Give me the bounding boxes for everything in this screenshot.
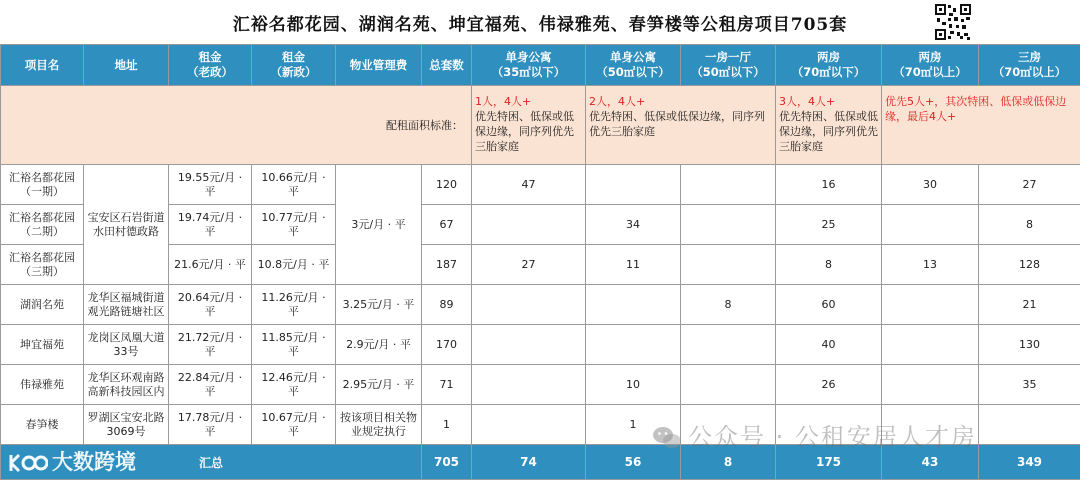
header-single35-line1: 单身公寓: [505, 50, 552, 64]
header-rent-old: [169, 45, 252, 86]
cell-single35: [472, 405, 586, 445]
cell-three-bed: 35: [979, 365, 1080, 405]
header-row: [1, 45, 1080, 86]
header-total-units: 总套数: [422, 45, 472, 86]
cell-single50: 1: [586, 405, 681, 445]
cell-project: 伟禄雅苑: [1, 365, 84, 405]
cell-rent-old: 21.6元/月 · 平: [169, 245, 252, 285]
cell-three-bed: 130: [979, 325, 1080, 365]
totals-one-bed: 8: [681, 445, 776, 480]
header-three-bed-line1: 三房: [1018, 50, 1041, 64]
cell-rent-old: 22.84元/月 · 平: [169, 365, 252, 405]
cell-rent-new: 12.46元/月 · 平: [252, 365, 336, 405]
cell-two-bed70: 8: [776, 245, 882, 285]
header-two-bed70plus-line1: 两房: [918, 50, 942, 64]
cell-rent-old: 19.55元/月 · 平: [169, 165, 252, 205]
cell-single50: [586, 285, 681, 325]
standard-single50-red: 2人，4人+: [589, 95, 646, 108]
standard-two-bed70-red: 3人，4人+: [779, 95, 836, 108]
cell-mgmt-fee: 3.25元/月 · 平: [336, 285, 422, 325]
cell-one-bed: [681, 245, 776, 285]
cell-single35: [472, 325, 586, 365]
cell-single50: [586, 325, 681, 365]
cell-project: 坤宜福苑: [1, 325, 84, 365]
cell-address: 罗湖区宝安北路3069号: [84, 405, 169, 445]
header-single50-line1: 单身公寓: [610, 50, 656, 64]
cell-rent-new: 10.66元/月 · 平: [252, 165, 336, 205]
cell-rent-new: 11.26元/月 · 平: [252, 285, 336, 325]
standard-single50-text: 优先特困、低保或低保边缘，同序列优先三胎家庭: [589, 110, 765, 138]
cell-three-bed: 128: [979, 245, 1080, 285]
header-project: 项目名: [1, 45, 84, 86]
cell-one-bed: 8: [681, 285, 776, 325]
cell-single50: 10: [586, 365, 681, 405]
table-row: [1, 365, 1080, 405]
cell-address: 宝安区石岩街道水田村德政路: [84, 165, 169, 285]
cell-two-bed70plus: 13: [882, 245, 979, 285]
header-rent-new-line1: 租金: [282, 50, 305, 64]
header-three-bed: [979, 45, 1080, 86]
brand-logo: [8, 446, 136, 476]
header-two-bed70plus-line2: （70㎡以上）: [893, 65, 967, 79]
header-address: 地址: [84, 45, 169, 86]
header-three-bed-line2: （70㎡以上）: [992, 65, 1067, 79]
header-rent-new: [252, 45, 336, 86]
cell-mgmt-fee: 按该项目相关物业规定执行: [336, 405, 422, 445]
wechat-icon: [652, 425, 682, 451]
totals-two-bed70plus: 43: [882, 445, 979, 480]
title-bar: [0, 0, 1080, 45]
table-row: [1, 165, 1080, 205]
cell-rent-old: 19.74元/月 · 平: [169, 205, 252, 245]
cell-single35: 27: [472, 245, 586, 285]
cell-single35: 47: [472, 165, 586, 205]
cell-three-bed: 27: [979, 165, 1080, 205]
cell-three-bed: [979, 405, 1080, 445]
totals-three-bed: 349: [979, 445, 1080, 480]
cell-rent-new: 11.85元/月 · 平: [252, 325, 336, 365]
cell-total: 67: [422, 205, 472, 245]
cell-total: 120: [422, 165, 472, 205]
cell-rent-new: 10.77元/月 · 平: [252, 205, 336, 245]
header-two-bed70-line1: 两房: [817, 50, 840, 64]
cell-project: 春笋楼: [1, 405, 84, 445]
header-one-bed-line1: 一房一厅: [705, 50, 751, 64]
cell-three-bed: 21: [979, 285, 1080, 325]
standard-large-red: 优先5人+，其次特困、低保或低保边缘，最后4人+: [885, 95, 1067, 123]
header-two-bed70plus: [882, 45, 979, 86]
header-two-bed70: [776, 45, 882, 86]
cell-project: 汇裕名都花园（一期）: [1, 165, 84, 205]
cell-two-bed70: 26: [776, 365, 882, 405]
standard-large: [882, 86, 1080, 165]
cell-total: 170: [422, 325, 472, 365]
cell-address: 龙岗区凤凰大道33号: [84, 325, 169, 365]
header-two-bed70-line2: （70㎡以下）: [791, 65, 866, 79]
cell-total: 1: [422, 405, 472, 445]
cell-single35: [472, 285, 586, 325]
cell-one-bed: [681, 205, 776, 245]
standard-single50: [586, 86, 776, 165]
cell-single50: 11: [586, 245, 681, 285]
cell-rent-new: 10.8元/月 · 平: [252, 245, 336, 285]
cell-two-bed70: 16: [776, 165, 882, 205]
header-single35: [472, 45, 586, 86]
cell-three-bed: 8: [979, 205, 1080, 245]
standard-single35: [472, 86, 586, 165]
totals-total: 705: [422, 445, 472, 480]
cell-total: 89: [422, 285, 472, 325]
watermark: [652, 417, 977, 452]
header-one-bed: [681, 45, 776, 86]
watermark-text: 公众号 · 公租安居人才房: [688, 423, 977, 451]
cell-two-bed70plus: 30: [882, 165, 979, 205]
cell-rent-old: 21.72元/月 · 平: [169, 325, 252, 365]
standard-two-bed70-text: 优先特困、低保或低保边缘，同序列优先三胎家庭: [779, 110, 878, 153]
cell-mgmt-fee: 3元/月 · 平: [336, 165, 422, 285]
cell-rent-old: 17.78元/月 · 平: [169, 405, 252, 445]
brand-logo-text: 大数跨境: [52, 450, 136, 474]
standard-label: 配租面积标准：: [1, 86, 472, 165]
cell-two-bed70plus: [882, 325, 979, 365]
cell-two-bed70: 40: [776, 325, 882, 365]
brand-logo-icon: [8, 451, 48, 475]
cell-one-bed: [681, 165, 776, 205]
cell-one-bed: [681, 365, 776, 405]
cell-one-bed: [681, 325, 776, 365]
header-rent-old-line2: （老政）: [187, 65, 233, 79]
cell-two-bed70plus: [882, 365, 979, 405]
cell-two-bed70plus: [882, 285, 979, 325]
totals-single35: 74: [472, 445, 586, 480]
qr-code-icon: [934, 3, 972, 41]
standard-single35-red: 1人，4人+: [475, 95, 532, 108]
totals-single50: 56: [586, 445, 681, 480]
header-one-bed-line2: （50㎡以下）: [691, 65, 765, 79]
standard-row: [1, 86, 1080, 165]
cell-project: 湖润名苑: [1, 285, 84, 325]
header-rent-new-line2: （新政）: [270, 65, 317, 79]
cell-two-bed70plus: [882, 205, 979, 245]
cell-mgmt-fee: 2.95元/月 · 平: [336, 365, 422, 405]
header-rent-old-line1: 租金: [198, 50, 222, 64]
cell-single50: 34: [586, 205, 681, 245]
cell-rent-old: 20.64元/月 · 平: [169, 285, 252, 325]
totals-two-bed70: 175: [776, 445, 882, 480]
standard-single35-text: 优先特困、低保或低保边缘，同序列优先三胎家庭: [475, 110, 574, 153]
header-mgmt-fee: 物业管理费: [336, 45, 422, 86]
housing-table: [0, 44, 1080, 480]
header-single35-line2: （35㎡以下）: [491, 65, 566, 79]
cell-total: 71: [422, 365, 472, 405]
cell-single50: [586, 165, 681, 205]
cell-total: 187: [422, 245, 472, 285]
cell-rent-new: 10.67元/月 · 平: [252, 405, 336, 445]
standard-two-bed70: [776, 86, 882, 165]
totals-label: 汇总: [1, 445, 422, 480]
cell-two-bed70: 60: [776, 285, 882, 325]
table-row: [1, 325, 1080, 365]
table-row: [1, 285, 1080, 325]
cell-address: 龙华区福城街道观光路链塘社区: [84, 285, 169, 325]
cell-single35: [472, 205, 586, 245]
cell-single35: [472, 365, 586, 405]
cell-address: 龙华区环观南路高新科技园区内: [84, 365, 169, 405]
cell-mgmt-fee: 2.9元/月 · 平: [336, 325, 422, 365]
header-single50-line2: （50㎡以下）: [596, 65, 670, 79]
cell-project: 汇裕名都花园（三期）: [1, 245, 84, 285]
cell-two-bed70: 25: [776, 205, 882, 245]
header-single50: [586, 45, 681, 86]
cell-project: 汇裕名都花园（二期）: [1, 205, 84, 245]
page-title: 汇裕名都花园、湖润名苑、坤宜福苑、伟禄雅苑、春笋楼等公租房项目705套: [232, 15, 848, 35]
